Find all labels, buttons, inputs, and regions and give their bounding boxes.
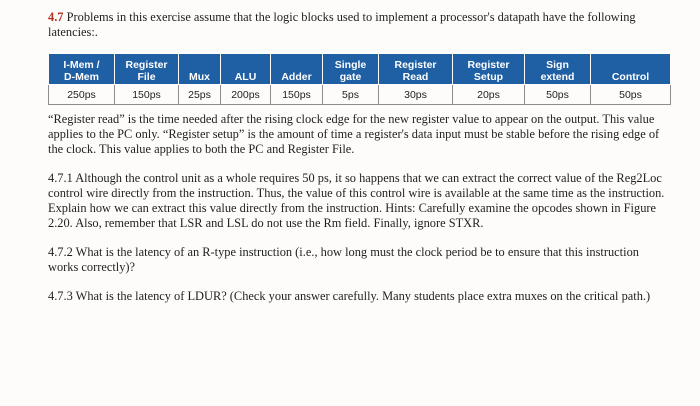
latency-header-text: Register	[394, 59, 437, 71]
latency-header-text: extend	[540, 71, 575, 83]
latency-header-cell	[221, 54, 271, 85]
latency-value-cell: 150ps	[271, 85, 323, 105]
latency-header-text: gate	[339, 71, 362, 83]
latency-header-cell	[179, 54, 221, 85]
latency-header-cell	[453, 54, 525, 85]
register-notes: “Register read” is the time needed after the rising clock edge for the new register value to appear on the output. This value applies to the PC only. “Register setup” is the amount of time a register's data input must be stable before the rising edge of the clock. This value applies to both the PC and Register File.	[48, 112, 660, 156]
latency-header-text: Read	[402, 71, 429, 83]
latency-value-cell: 5ps	[323, 85, 379, 105]
latency-table-values	[49, 85, 671, 105]
latency-header-cell	[525, 54, 591, 85]
question-4-7-3: 4.7.3 What is the latency of LDUR? (Check your answer carefully. Many students place extra muxes on the critical path.)	[48, 289, 651, 303]
latency-header-text: D-Mem	[63, 71, 99, 83]
latency-table-header	[49, 54, 671, 85]
latency-value-cell: 150ps	[115, 85, 179, 105]
latency-header-text: Sign	[546, 59, 569, 71]
problem-number: 4.7	[48, 10, 64, 24]
latency-header-cell	[323, 54, 379, 85]
latency-header-text: Register	[125, 59, 168, 71]
latency-header-cell	[591, 54, 671, 85]
latency-header-cell	[379, 54, 453, 85]
problem-page	[48, 10, 670, 304]
latency-header-text: I-Mem /	[63, 59, 100, 71]
problem-intro-text: Problems in this exercise assume that the logic blocks used to implement a processor's datapath have the following latencies:.	[48, 10, 636, 39]
latency-value-cell: 200ps	[221, 85, 271, 105]
latency-table	[48, 53, 671, 105]
latency-header-text: Setup	[473, 71, 504, 83]
latency-header-cell	[271, 54, 323, 85]
latency-value-cell: 30ps	[379, 85, 453, 105]
latency-header-text: ALU	[234, 71, 257, 83]
latency-header-text: Adder	[281, 71, 312, 83]
latency-header-text: Control	[611, 71, 650, 83]
latency-value-cell: 250ps	[49, 85, 115, 105]
latency-header-text: Register	[467, 59, 510, 71]
latency-value-cell: 50ps	[525, 85, 591, 105]
latency-header-text: Mux	[189, 71, 210, 83]
problem-intro	[48, 10, 670, 40]
latency-value-cell: 25ps	[179, 85, 221, 105]
latency-value-cell: 20ps	[453, 85, 525, 105]
latency-header-cell	[49, 54, 115, 85]
latency-header-text: File	[137, 71, 156, 83]
latency-header-text: Single	[334, 59, 367, 71]
question-4-7-2: 4.7.2 What is the latency of an R-type instruction (i.e., how long must the clock period be to ensure that this instruction works correctly)?	[48, 245, 639, 274]
question-4-7-1: 4.7.1 Although the control unit as a whole requires 50 ps, it so happens that we can extract the correct value of the Reg2Loc control wire directly from the instruction. Thus, the value of this control wire is available at the same time as the instruction. Explain how we can extract this value directly from the instruction. Hints: Carefully examine the opcodes shown in Figure 2.20. Also, remember that LSR and LSL do not use the Rm field. Finally, ignore STXR.	[48, 171, 665, 230]
latency-value-cell: 50ps	[591, 85, 671, 105]
latency-header-cell	[115, 54, 179, 85]
